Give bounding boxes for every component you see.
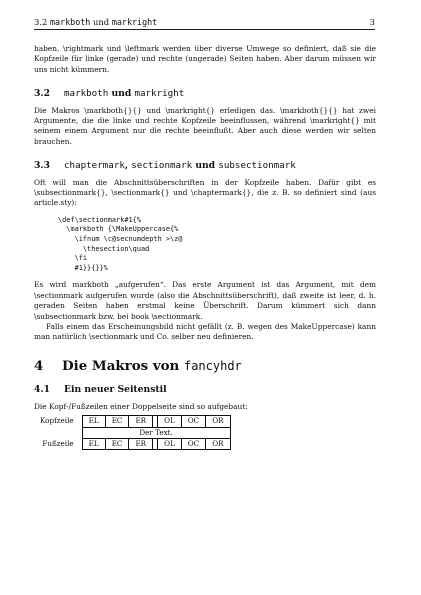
section-3-2-title-und: und (108, 88, 135, 100)
text-row (34, 427, 230, 438)
footer-row-label: Fußzeile (42, 438, 74, 448)
footer-row (34, 438, 230, 449)
section-3-3-title-part2: sectionmark (131, 160, 193, 172)
running-head-section-number: 3.2 (34, 17, 48, 27)
section-3-3-paragraph-3: Falls einem das Erscheinungsbild nicht gefällt (z. B. wegen des MakeUppercase) kann man natürlich \sectionmark und Co. selber neu definieren. (34, 322, 376, 342)
section-4-heading (34, 357, 376, 374)
section-4-number: 4 (34, 357, 44, 374)
header-footer-layout-table (34, 415, 231, 450)
section-3-3-title-part3: subsectionmark (218, 160, 296, 172)
footer-cell-el: EL (82, 438, 105, 449)
page-number: 3 (369, 17, 375, 27)
section-4-title-text: Die Makros von (62, 357, 184, 374)
header-cell-er: ER (129, 416, 153, 427)
section-4-1-title: Ein neuer Seitenstil (64, 384, 167, 396)
header-row (34, 416, 230, 427)
section-3-2-heading (34, 89, 376, 99)
section-3-3-title-und: und (192, 160, 219, 172)
footer-cell-oc: OC (181, 438, 205, 449)
running-head-title (34, 17, 157, 27)
section-3-3-paragraph-1: Oft will man die Abschnittsüberschriften in der Kopfzeile haben. Dafür gibt es \subsectionmark{}, \sectionmark{} und \chaptermark{}, die z. B. so definiert sind (aus article.sty): (34, 177, 376, 208)
page-content (34, 44, 376, 450)
header-row-label: Kopfzeile (40, 416, 74, 426)
running-head (34, 17, 375, 30)
section-3-2-title-part1: markboth (64, 88, 109, 100)
section-3-3-heading (34, 161, 376, 171)
footer-cell-or: OR (206, 438, 230, 449)
section-4-1-paragraph: Die Kopf-/Fußzeilen einer Doppelseite sind so aufgebaut: (34, 401, 248, 411)
footer-cell-ec: EC (105, 438, 129, 449)
running-head-title-part2: markright (111, 17, 158, 27)
section-4-1-number: 4.1 (34, 384, 50, 396)
section-3-3-number: 3.3 (34, 160, 50, 172)
header-cell-ol: OL (158, 416, 182, 427)
header-cell-el: EL (82, 416, 105, 427)
footer-cell-ol: OL (158, 438, 182, 449)
header-cell-ec: EC (105, 416, 129, 427)
section-3-3-paragraph-2: Es wird markboth „aufgerufen“. Das erste Argument ist das Argument, mit dem \sectionmark aufgerufen wurde (also die Abschnittsüberschrift), daß zweite ist leer, d. h. geraden Seiten haben erstmal keine Überschrift. Darum kümmert sich dann \subsectionmark bzw. bei book \sectionmark. (34, 280, 376, 321)
code-listing: \def\sectionmark#1{% \markboth {\MakeUppercase{% \ifnum \c@secnumdepth >\z@ \thesection\quad \fi #1}}{}}% (58, 215, 183, 272)
section-3-2-title-part2: markright (134, 88, 185, 100)
section-3-3-title-separator: , (124, 160, 132, 172)
text-row-cell: Der Text. (82, 427, 230, 438)
section-3-2-number: 3.2 (34, 88, 50, 100)
section-3-3-title-part1: chaptermark (64, 160, 125, 172)
header-cell-oc: OC (181, 416, 205, 427)
section-3-2-paragraph: Die Makros \markboth{}{} und \markright{} erledigen das. \markboth{}{} hat zwei Argumente, die die linke und rechte Kopfzeile beeinflussen, während \markright{} mit seinem einem Argument nur die rechte beeinflußt. Aber auch diese werden wir selten brauchen. (34, 105, 376, 146)
section-4-1-heading (34, 385, 376, 395)
section-4-title-mono: fancyhdr (183, 358, 242, 373)
running-head-title-und: und (90, 17, 112, 27)
footer-cell-er: ER (129, 438, 153, 449)
running-head-title-part1: markboth (50, 17, 91, 27)
header-cell-or: OR (206, 416, 230, 427)
intro-paragraph: haben. \rightmark und \leftmark werden über diverse Umwege so definiert, daß sie die Kopfzeile für linke (gerade) und rechte (ungerade) Seiten haben. Aber darum müssen wir uns nicht kümmern. (34, 44, 376, 74)
